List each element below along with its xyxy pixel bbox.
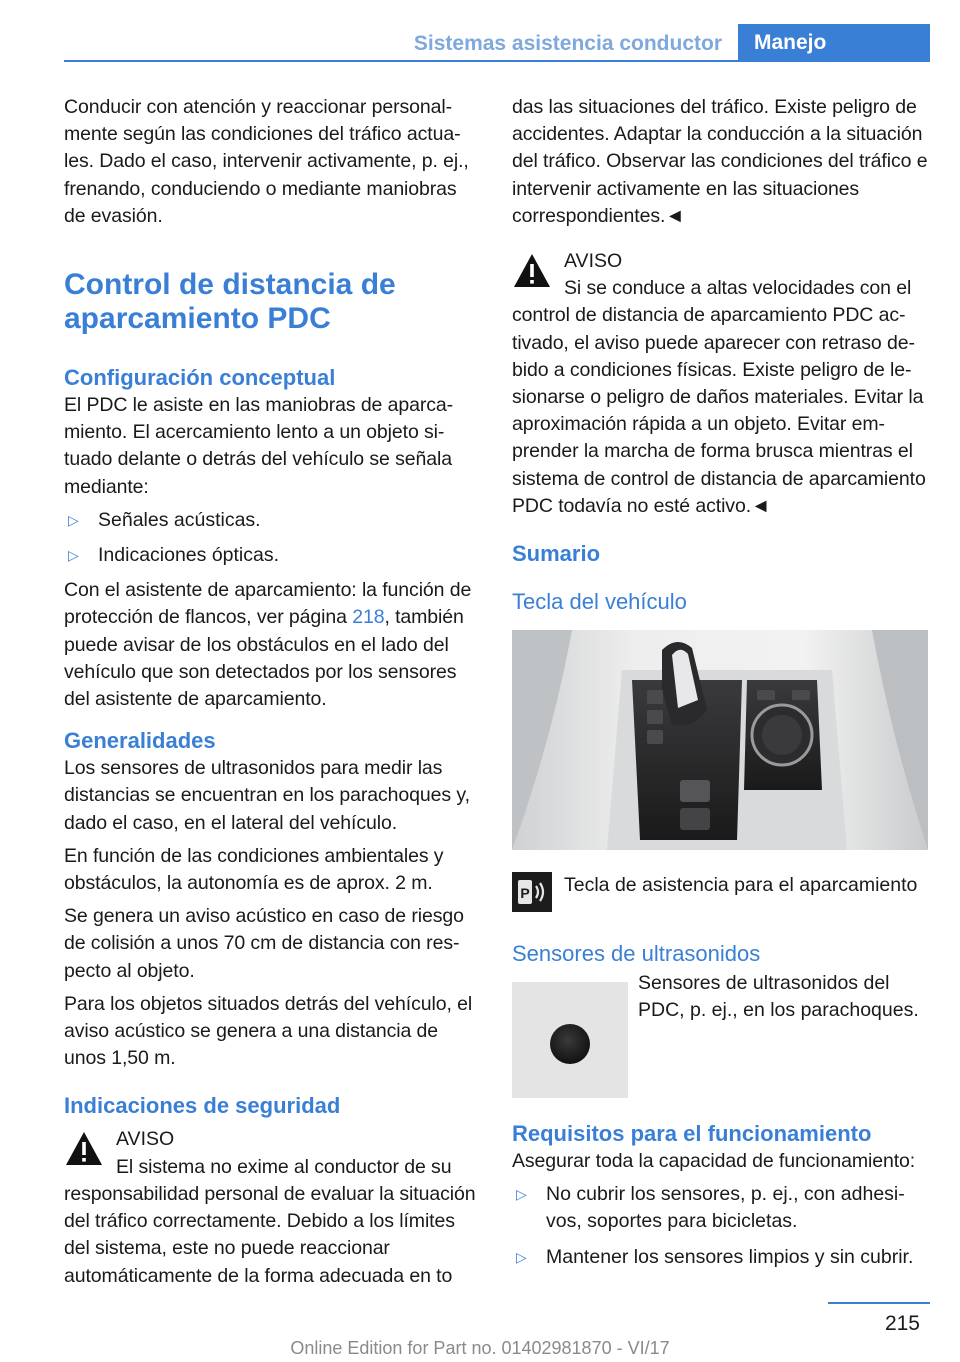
list-item: ▷ Mantener los sensores limpios y sin cubrir. [512, 1244, 930, 1271]
intro-paragraph: Conducir con atención y reaccionar personalmente según las condiciones del tráfico actuales. Dado el caso, intervenir activamente, p. ej., frenando, conduciendo o mediante maniobras de evasión. [64, 96, 469, 227]
header-tab-manejo[interactable]: Manejo [738, 24, 930, 62]
warning-1-continuation: das las situaciones del tráfico. Existe peligro de accidentes. Adaptar la conducción a la situación del tráfico. Observar las condiciones del tráfico e intervenir activamente en las situaciones correspondientes.◄ [512, 96, 928, 227]
general-paragraph-1: Los sensores de ultrasonidos para medir las distancias se encuentran en los parachoques y, dado el caso, en el lateral del vehículo. [64, 757, 470, 834]
vehicle-button-caption [512, 868, 930, 912]
sensors-text: Sensores de ultrasonidos del PDC, p. ej., en los parachoques. [638, 972, 919, 1022]
vehicle-button-caption-text: Tecla de asistencia para el aparcamiento [564, 874, 918, 897]
page-number-rule [828, 1302, 930, 1304]
footer-edition: Online Edition for Part no. 01402981870 - VI/17 [290, 1338, 670, 1358]
page-reference-link[interactable]: 218 [352, 606, 385, 629]
vehicle-button-heading: Tecla del vehículo [512, 589, 687, 615]
ultrasonic-sensor-image [512, 982, 628, 1098]
list-item: ▷ Señales acústicas. [64, 507, 478, 534]
warning-block-1 [64, 1126, 478, 1289]
warning-2-text: Si se conduce a altas velocidades con el control de distancia de aparcamiento PDC activado, el aviso puede aparecer con retraso debido a condiciones físicas. Existe peligro de lesionarse o peligro de daños materiales. Evitar la aproximación rápida a un objeto. Evitar emprender la marcha de forma brusca mientras el sistema de control de distancia de aparcamiento PDC todavía no esté activo.◄ [512, 277, 926, 517]
page-number: 215 [884, 1312, 920, 1335]
requirements-paragraph: Asegurar toda la capacidad de funcionamiento: [512, 1150, 916, 1173]
list-item: ▷ Indicaciones ópticas. [64, 542, 478, 569]
warning-triangle-icon [512, 252, 552, 290]
center-console-image [512, 630, 928, 850]
triangle-bullet-icon: ▷ [68, 547, 79, 564]
general-paragraph-4: Para los objetos situados detrás del vehículo, el aviso acústico se genera a una distancia de unos 1,50 m. [64, 992, 473, 1070]
header-section-label: Sistemas asistencia conductor [413, 32, 722, 55]
triangle-bullet-icon: ▷ [516, 1186, 527, 1203]
requirements-list [512, 1181, 930, 1271]
left-column [64, 94, 478, 1296]
concept-heading: Configuración conceptual [64, 365, 336, 391]
assist-paragraph: Con el asistente de aparcamiento: la función de protección de flancos, ver página 218, también puede avisar de los obstáculos en el lado del vehículo que son detectados por los sensores del asistente de aparcamiento. [64, 579, 472, 711]
requirements-heading: Requisitos para el funcionamiento [512, 1121, 872, 1147]
warning-block-2 [512, 248, 930, 520]
triangle-bullet-icon: ▷ [516, 1248, 527, 1265]
parking-assist-icon [512, 872, 552, 912]
summary-heading: Sumario [512, 541, 601, 567]
warning-1-label: AVISO [116, 1128, 175, 1151]
safety-heading: Indicaciones de seguridad [64, 1093, 341, 1119]
warning-triangle-icon [64, 1130, 104, 1168]
general-paragraph-2: En función de las condiciones ambientales y obstáculos, la autonomía es de aprox. 2 m. [64, 844, 444, 895]
concept-list [64, 507, 478, 569]
chapter-title: Control de distancia de aparcamiento PDC [64, 268, 396, 336]
ultrasonic-sensor-photo [512, 982, 628, 1098]
sensors-block [512, 964, 930, 1098]
warning-2-label: AVISO [564, 250, 623, 273]
concept-paragraph: El PDC le asiste en las maniobras de aparcamiento. El acercamiento lento a un objeto situado delante o detrás del vehículo se señala mediante: [64, 394, 454, 498]
general-paragraph-3: Se genera un aviso acústico en caso de riesgo de colisión a unos 70 cm de distancia con respecto al objeto. [64, 905, 464, 982]
general-heading: Generalidades [64, 728, 216, 754]
sensors-heading: Sensores de ultrasonidos [512, 941, 761, 967]
center-console-photo [512, 630, 928, 850]
warning-1-text: El sistema no exime al conductor de su responsabilidad personal de evaluar la situación del tráfico correctamente. Debido a los límites del sistema, este no puede reaccionar automáticamente de la forma adecuada en to [64, 1155, 476, 1287]
right-column [512, 94, 930, 1279]
list-item: ▷ No cubrir los sensores, p. ej., con adhesivos, soportes para bicicletas. [516, 1183, 905, 1233]
header-rule [64, 60, 930, 62]
triangle-bullet-icon: ▷ [68, 511, 79, 528]
svg-text:P: P [520, 885, 530, 902]
